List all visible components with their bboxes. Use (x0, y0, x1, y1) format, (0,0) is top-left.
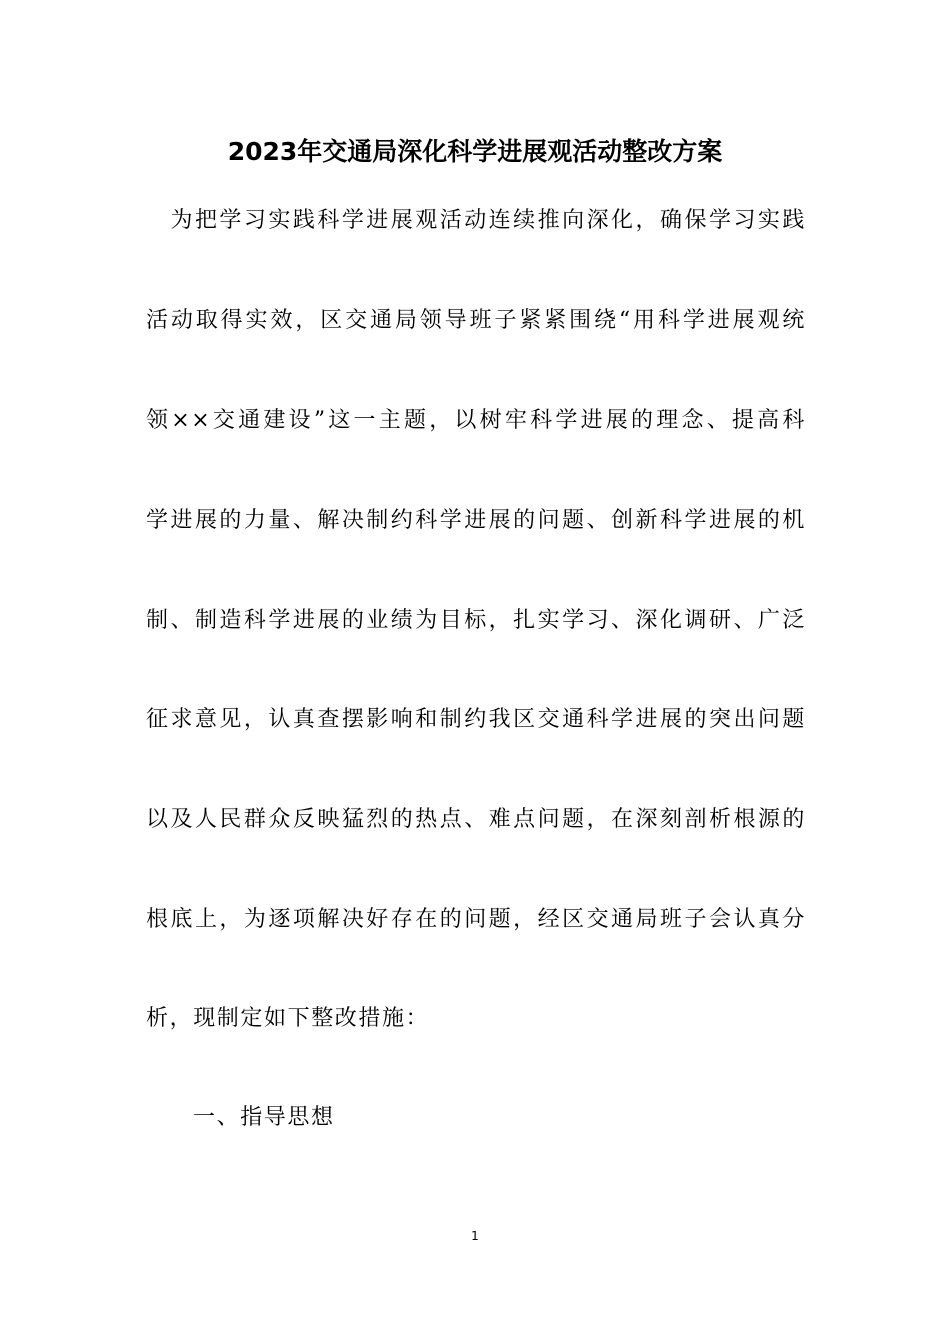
paragraph-line-7: 以及人民群众反映猛烈的热点、难点问题，在深刻剖析根源的 (146, 807, 806, 832)
paragraph-line-9: 析，现制定如下整改措施： (146, 1006, 430, 1031)
paragraph-line-8: 根底上，为逐项解决好存在的问题，经区交通局班子会认真分 (146, 907, 806, 932)
document-title: 2023年交通局深化科学进展观活动整改方案 (227, 137, 723, 166)
paragraph-line-6: 征求意见，认真查摆影响和制约我区交通科学进展的突出问题 (146, 707, 806, 732)
paragraph-line-3: 领××交通建设”这一主题，以树牢科学进展的理念、提高科 (146, 408, 806, 433)
paragraph-line-5: 制、制造科学进展的业绩为目标，扎实学习、深化调研、广泛 (146, 608, 806, 633)
paragraph-line-4: 学进展的力量、解决制约科学进展的问题、创新科学进展的机 (146, 508, 806, 533)
paragraph-line-1: 为把学习实践科学进展观活动连续推向深化，确保学习实践 (146, 208, 806, 233)
section-heading: 一、指导思想 (193, 1105, 335, 1130)
paragraph-line-2: 活动取得实效，区交通局领导班子紧紧围绕“用科学进展观统 (146, 308, 806, 333)
page-number: 1 (471, 1229, 479, 1243)
